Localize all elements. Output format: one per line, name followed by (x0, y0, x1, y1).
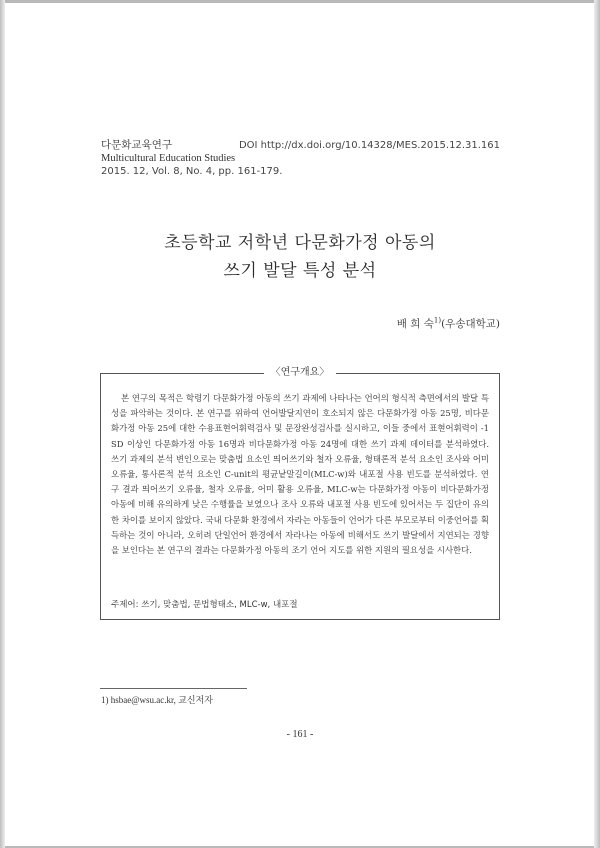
keywords: 주제어: 쓰기, 맞춤법, 문법형태소, MLC-w, 내포절 (111, 600, 298, 610)
author-line (397, 316, 500, 331)
page-edge-right (594, 0, 600, 848)
author-affiliation: (우송대학교) (441, 318, 500, 330)
journal-name-english: Multicultural Education Studies (101, 153, 236, 164)
author-name: 배 희 숙 (396, 318, 434, 330)
author-footnote-marker: 1) (433, 316, 442, 325)
abstract-body (111, 391, 489, 558)
page-edge-top (0, 0, 600, 3)
page-edge-left (0, 0, 5, 848)
page-number: - 161 - (286, 729, 314, 740)
abstract-heading: 〈연구개요〉 (264, 366, 336, 380)
abstract-paragraph: 본 연구의 목적은 학령기 다문화가정 아동의 쓰기 과제에 나타나는 언어의 형식적 측면에서의 발달 특성을 파악하는 것이다. 본 연구를 위하여 언어발달지연이 호소되지 않은 다문화가정 아동 25명, 비다문화가정 아동 25에 대한 수용표현어휘력검사 및 문장완성검사를 실시하고, 이들 중에서 표현어휘력이 -1 SD 이상인 다문화가정 아동 16명과 비다문화가정 아동 24명에 대한 쓰기 과제 데이터를 분석하였다. 쓰기 과제의 분석 변인으로는 맞춤법 요소인 띄어쓰기와 철자 오류율, 형태론적 분석 요소인 조사와 어미 오류율, 통사론적 분석 요소인 C-unit의 평균낱말길이(MLC-w)와 내포절 사용 빈도를 분석하였다. 연구 결과 띄어쓰기 오류율, 철자 오류율, 어미 활용 오류율, MLC-w는 다문화가정 아동이 비다문화가정 아동에 비해 유의하게 낮은 수행률을 보였으나 조사 오류와 내포절 사용 빈도에 있어서는 두 집단이 유의한 차이를 보이지 않았다. 국내 다문화 환경에서 자라는 아동들이 언어가 다른 부모로부터 이중언어를 획득하는 것이 아니라, 오히려 단일언어 환경에서 자라나는 아동에 비해서도 쓰기 발달에서 지연되는 경향을 보인다는 본 연구의 결과는 다문화가정 아동의 조기 언어 지도를 위한 지원의 필요성을 시사한다. (111, 393, 489, 556)
paper-title-line-1: 초등학교 저학년 다문화가정 아동의 (164, 233, 436, 253)
journal-issue-info: 2015. 12, Vol. 8, No. 4, pp. 161-179. (101, 166, 283, 177)
doi-link[interactable]: DOI http://dx.doi.org/10.14328/MES.2015.12.31.161 (238, 140, 500, 151)
footnote-divider (100, 688, 247, 689)
journal-name-korean: 다문화교육연구 (101, 139, 173, 151)
paper-title-line-2: 쓰기 발달 특성 분석 (223, 261, 377, 281)
footnote: 1) hsbae@wsu.ac.kr, 교신저자 (101, 695, 213, 705)
